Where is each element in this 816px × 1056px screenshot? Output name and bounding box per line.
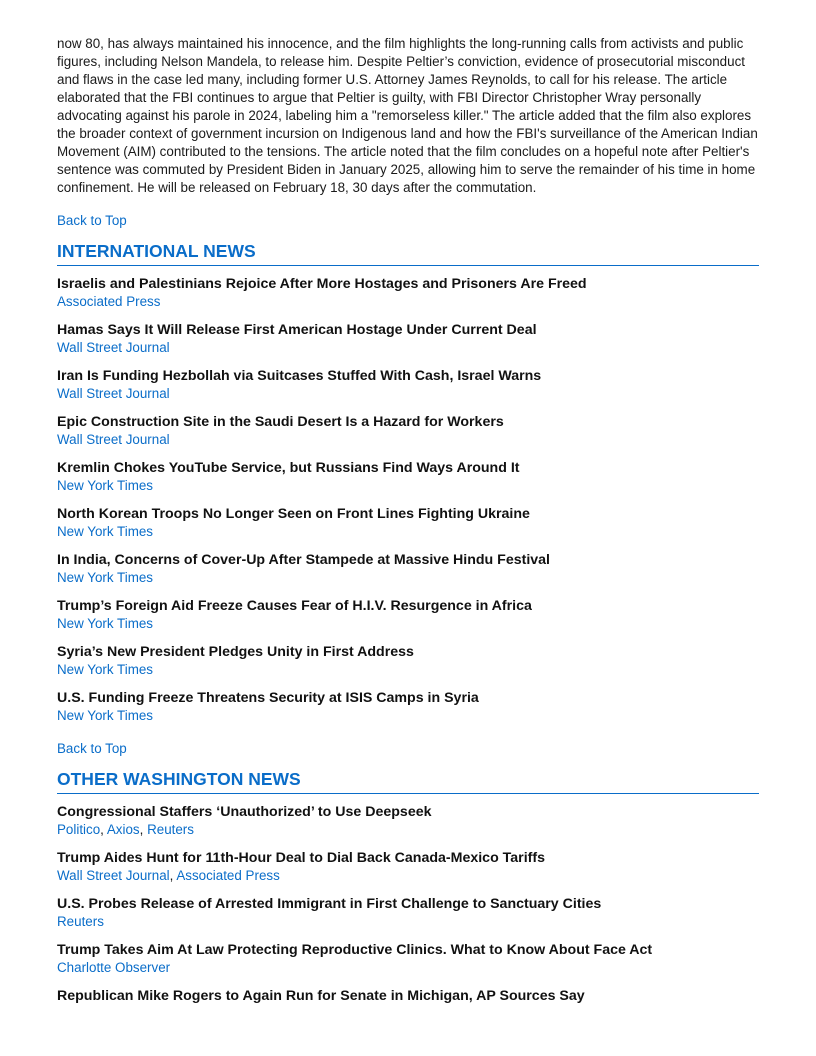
article-headline[interactable]: In India, Concerns of Cover-Up After Stampede at Massive Hindu Festival bbox=[57, 552, 550, 568]
article-sources bbox=[57, 293, 759, 311]
article-item bbox=[57, 895, 759, 931]
article-sources bbox=[57, 569, 759, 587]
article-item bbox=[57, 941, 759, 977]
source-link[interactable]: Wall Street Journal bbox=[57, 386, 170, 401]
article-headline[interactable]: Trump Takes Aim At Law Protecting Reproductive Clinics. What to Know About Face Act bbox=[57, 942, 653, 958]
article-item bbox=[57, 597, 759, 633]
article-sources bbox=[57, 523, 759, 541]
article-headline[interactable]: Trump Aides Hunt for 11th-Hour Deal to Dial Back Canada-Mexico Tariffs bbox=[57, 850, 545, 866]
source-link[interactable]: New York Times bbox=[57, 524, 154, 539]
source-separator: , bbox=[139, 822, 148, 837]
article-headline[interactable]: Republican Mike Rogers to Again Run for Senate in Michigan, AP Sources Say bbox=[57, 988, 585, 1004]
source-link[interactable]: Wall Street Journal bbox=[57, 340, 170, 355]
article-sources bbox=[57, 661, 759, 679]
article-headline[interactable]: Epic Construction Site in the Saudi Desert Is a Hazard for Workers bbox=[57, 414, 504, 430]
article-sources bbox=[57, 477, 759, 495]
article-headline[interactable]: North Korean Troops No Longer Seen on Front Lines Fighting Ukraine bbox=[57, 506, 530, 522]
source-link[interactable]: Reuters bbox=[57, 914, 104, 929]
article-sources bbox=[57, 959, 759, 977]
article-item bbox=[57, 643, 759, 679]
source-link[interactable]: Reuters bbox=[147, 822, 194, 837]
article-item bbox=[57, 803, 759, 839]
article-headline[interactable]: U.S. Funding Freeze Threatens Security at ISIS Camps in Syria bbox=[57, 690, 479, 706]
article-sources bbox=[57, 707, 759, 725]
article-headline[interactable]: Hamas Says It Will Release First American Hostage Under Current Deal bbox=[57, 322, 537, 338]
article-item bbox=[57, 551, 759, 587]
article-item bbox=[57, 689, 759, 725]
source-link[interactable]: New York Times bbox=[57, 662, 154, 677]
article-sources bbox=[57, 339, 759, 357]
source-link[interactable]: New York Times bbox=[57, 478, 154, 493]
source-separator: , bbox=[100, 822, 107, 837]
article-item bbox=[57, 321, 759, 357]
article-headline[interactable]: U.S. Probes Release of Arrested Immigrant in First Challenge to Sanctuary Cities bbox=[57, 896, 602, 912]
article-sources bbox=[57, 867, 759, 885]
other-washington-news-list bbox=[57, 803, 759, 1005]
source-link[interactable]: New York Times bbox=[57, 570, 154, 585]
article-headline[interactable]: Congressional Staffers ‘Unauthorized’ to Use Deepseek bbox=[57, 804, 432, 820]
article-item bbox=[57, 275, 759, 311]
article-item bbox=[57, 987, 759, 1005]
source-link[interactable]: Associated Press bbox=[57, 294, 161, 309]
international-news-list bbox=[57, 275, 759, 725]
article-sources bbox=[57, 615, 759, 633]
intro-paragraph: now 80, has always maintained his innocence, and the film highlights the long-running calls from activists and public figures, including Nelson Mandela, to release him. Despite Peltier’s conviction, evidence of prosecutorial misconduct and flaws in the case led many, including former U.S. Attorney James Reynolds, to call for his release. The article elaborated that the FBI continues to argue that Peltier is guilty, with FBI Director Christopher Wray personally advocating against his parole in 2024, labeling him a "remorseless killer." The article added that the film also explores the broader context of government incursion on Indigenous land and how the FBI's surveillance of the American Indian Movement (AIM) contributed to the tensions. The article noted that the film concludes on a hopeful note after Peltier's sentence was commuted by President Biden in January 2025, allowing him to serve the remainder of his time in home confinement. He will be released on February 18, 30 days after the commutation. bbox=[57, 36, 758, 195]
source-link[interactable]: Wall Street Journal bbox=[57, 868, 170, 883]
article-item bbox=[57, 459, 759, 495]
back-to-top-link[interactable]: Back to Top bbox=[57, 213, 127, 228]
source-separator: , bbox=[169, 868, 177, 883]
source-link[interactable]: New York Times bbox=[57, 708, 154, 723]
article-headline[interactable]: Trump’s Foreign Aid Freeze Causes Fear of H.I.V. Resurgence in Africa bbox=[57, 598, 532, 614]
article-item bbox=[57, 367, 759, 403]
source-link[interactable]: Associated Press bbox=[176, 868, 280, 883]
section-title-other-washington-news: OTHER WASHINGTON NEWS bbox=[57, 768, 759, 794]
source-link[interactable]: Politico bbox=[57, 822, 101, 837]
article-item bbox=[57, 505, 759, 541]
article-item bbox=[57, 849, 759, 885]
article-headline[interactable]: Syria’s New President Pledges Unity in First Address bbox=[57, 644, 414, 660]
source-link[interactable]: Axios bbox=[106, 822, 140, 837]
article-item bbox=[57, 413, 759, 449]
section-title-international-news: INTERNATIONAL NEWS bbox=[57, 240, 759, 266]
article-headline[interactable]: Israelis and Palestinians Rejoice After More Hostages and Prisoners Are Freed bbox=[57, 276, 587, 292]
back-to-top-link[interactable]: Back to Top bbox=[57, 741, 127, 756]
article-headline[interactable]: Iran Is Funding Hezbollah via Suitcases Stuffed With Cash, Israel Warns bbox=[57, 368, 542, 384]
source-link[interactable]: Wall Street Journal bbox=[57, 432, 170, 447]
article-sources bbox=[57, 385, 759, 403]
article-sources bbox=[57, 821, 759, 839]
source-link[interactable]: Charlotte Observer bbox=[57, 960, 171, 975]
article-headline[interactable]: Kremlin Chokes YouTube Service, but Russians Find Ways Around It bbox=[57, 460, 520, 476]
article-sources bbox=[57, 431, 759, 449]
article-sources bbox=[57, 913, 759, 931]
newsletter-page bbox=[57, 35, 759, 1015]
source-link[interactable]: New York Times bbox=[57, 616, 154, 631]
